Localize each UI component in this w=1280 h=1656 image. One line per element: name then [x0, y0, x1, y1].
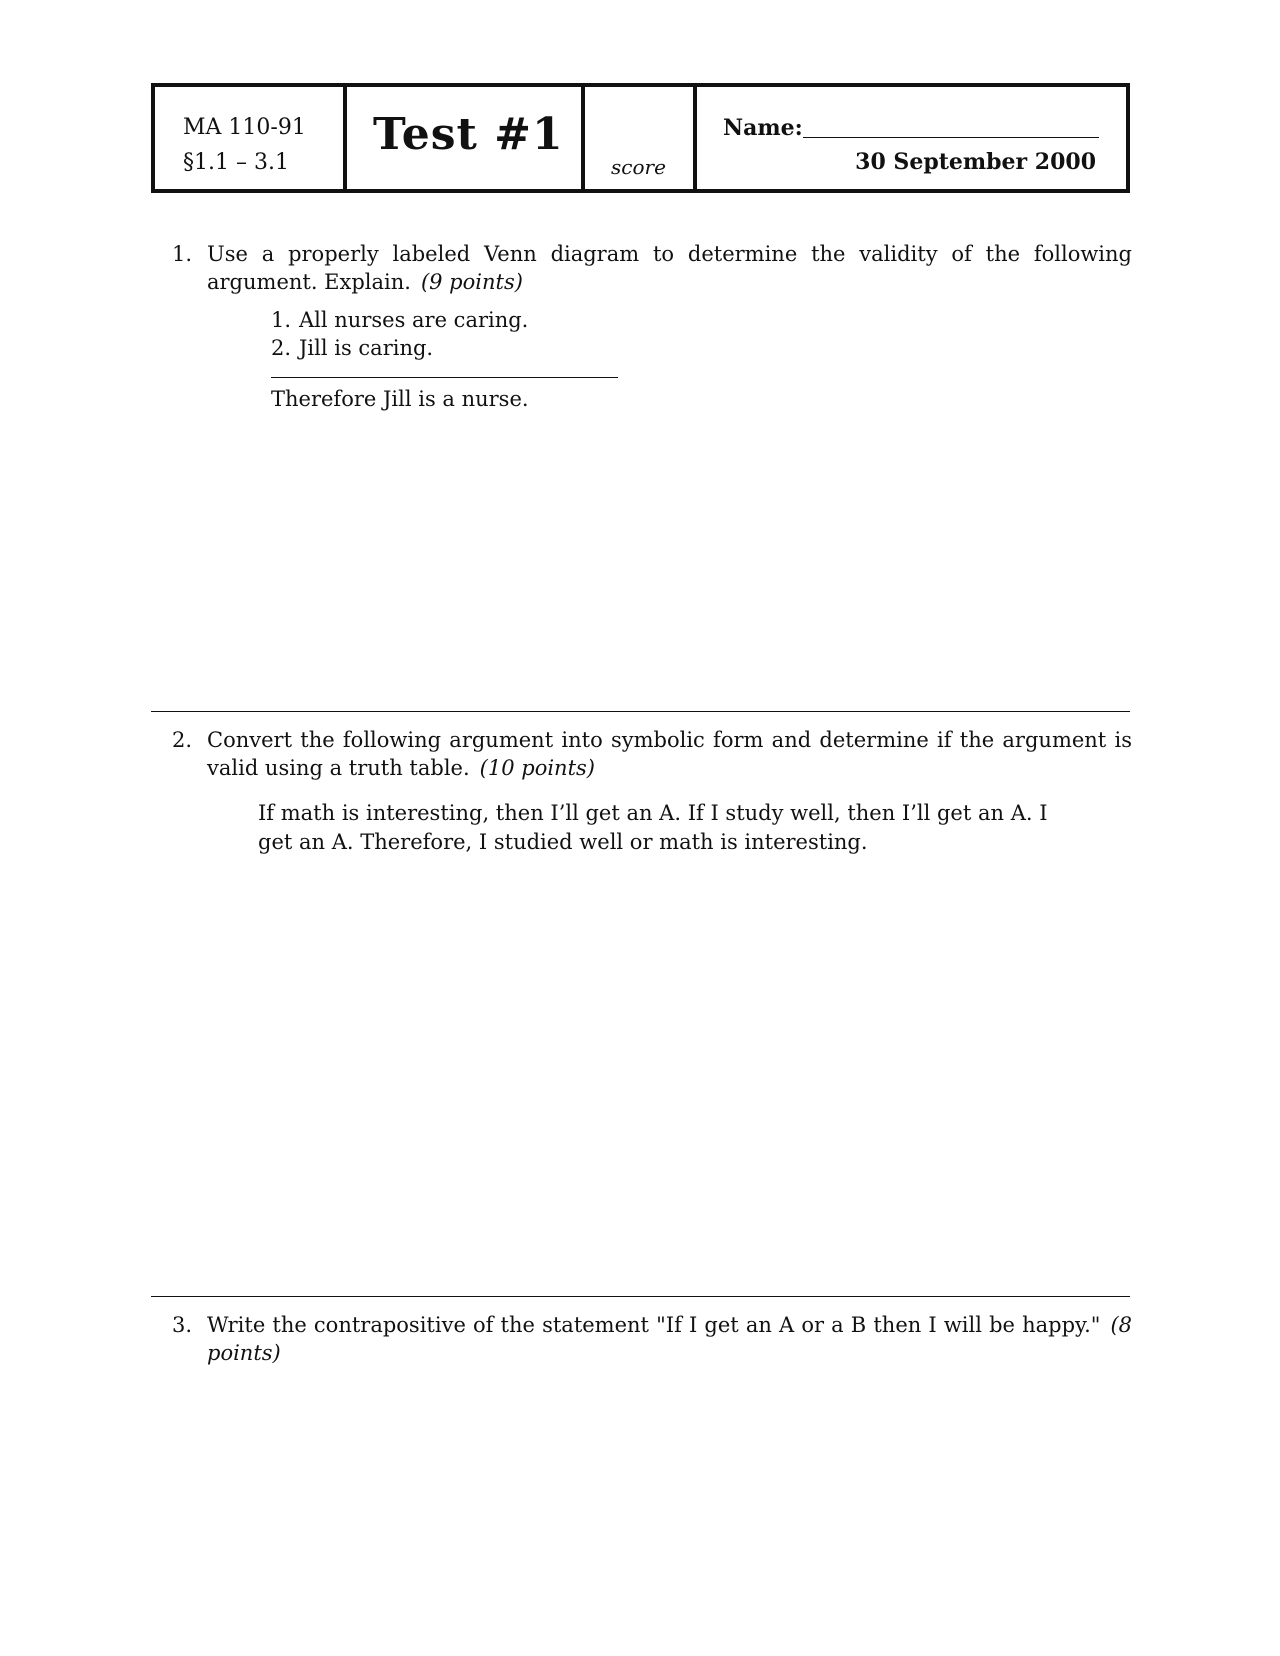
name-label: Name:	[723, 115, 803, 141]
argument-premises	[271, 306, 528, 362]
course-code: MA 110-91	[183, 115, 306, 140]
course-sections: §1.1 – 3.1	[183, 150, 289, 175]
question-points: (9 points)	[420, 270, 523, 294]
name-date-cell	[693, 87, 1126, 189]
question-text	[207, 1311, 1132, 1367]
question-prompt: Convert the following argument into symbolic form and determine if the argument is valid using a truth table.	[207, 728, 1132, 780]
question-prompt: Write the contrapositive of the statement "If I get an A or a B then I will be happy."	[207, 1313, 1101, 1337]
question-number: 2.	[172, 728, 193, 752]
question-divider	[151, 1296, 1130, 1297]
question-2	[172, 726, 1132, 782]
argument-conclusion: Therefore Jill is a nurse.	[271, 387, 529, 411]
exam-header-box	[151, 83, 1130, 193]
argument-statement: If math is interesting, then I’ll get an A. If I study well, then I’ll get an A. I get an A. Therefore, I studied well or math is interesting.	[258, 801, 1048, 854]
title-cell	[343, 87, 581, 189]
premise-item	[271, 334, 528, 362]
test-date: 30 September 2000	[855, 149, 1096, 175]
question-text	[207, 726, 1132, 782]
premise-item	[271, 306, 528, 334]
question-3	[172, 1311, 1132, 1367]
score-label: score	[611, 155, 666, 179]
question-points: (8 points)	[207, 1313, 1132, 1365]
premise-number: 2.	[271, 336, 292, 360]
course-cell	[155, 87, 343, 189]
premise-number: 1.	[271, 308, 292, 332]
premise-text: Jill is caring.	[299, 336, 434, 360]
question-number: 3.	[172, 1313, 193, 1337]
question-divider	[151, 711, 1130, 712]
score-cell	[581, 87, 693, 189]
question-number: 1.	[172, 242, 193, 266]
question-text	[207, 240, 1132, 296]
name-blank-line	[803, 137, 1099, 138]
test-title: Test #1	[373, 109, 564, 160]
premise-text: All nurses are caring.	[299, 308, 529, 332]
question-prompt: Use a properly labeled Venn diagram to determine the validity of the following argument. Explain.	[207, 242, 1132, 294]
question-points: (10 points)	[479, 756, 595, 780]
question-1	[172, 240, 1132, 296]
argument-conclusion-rule	[271, 377, 618, 378]
